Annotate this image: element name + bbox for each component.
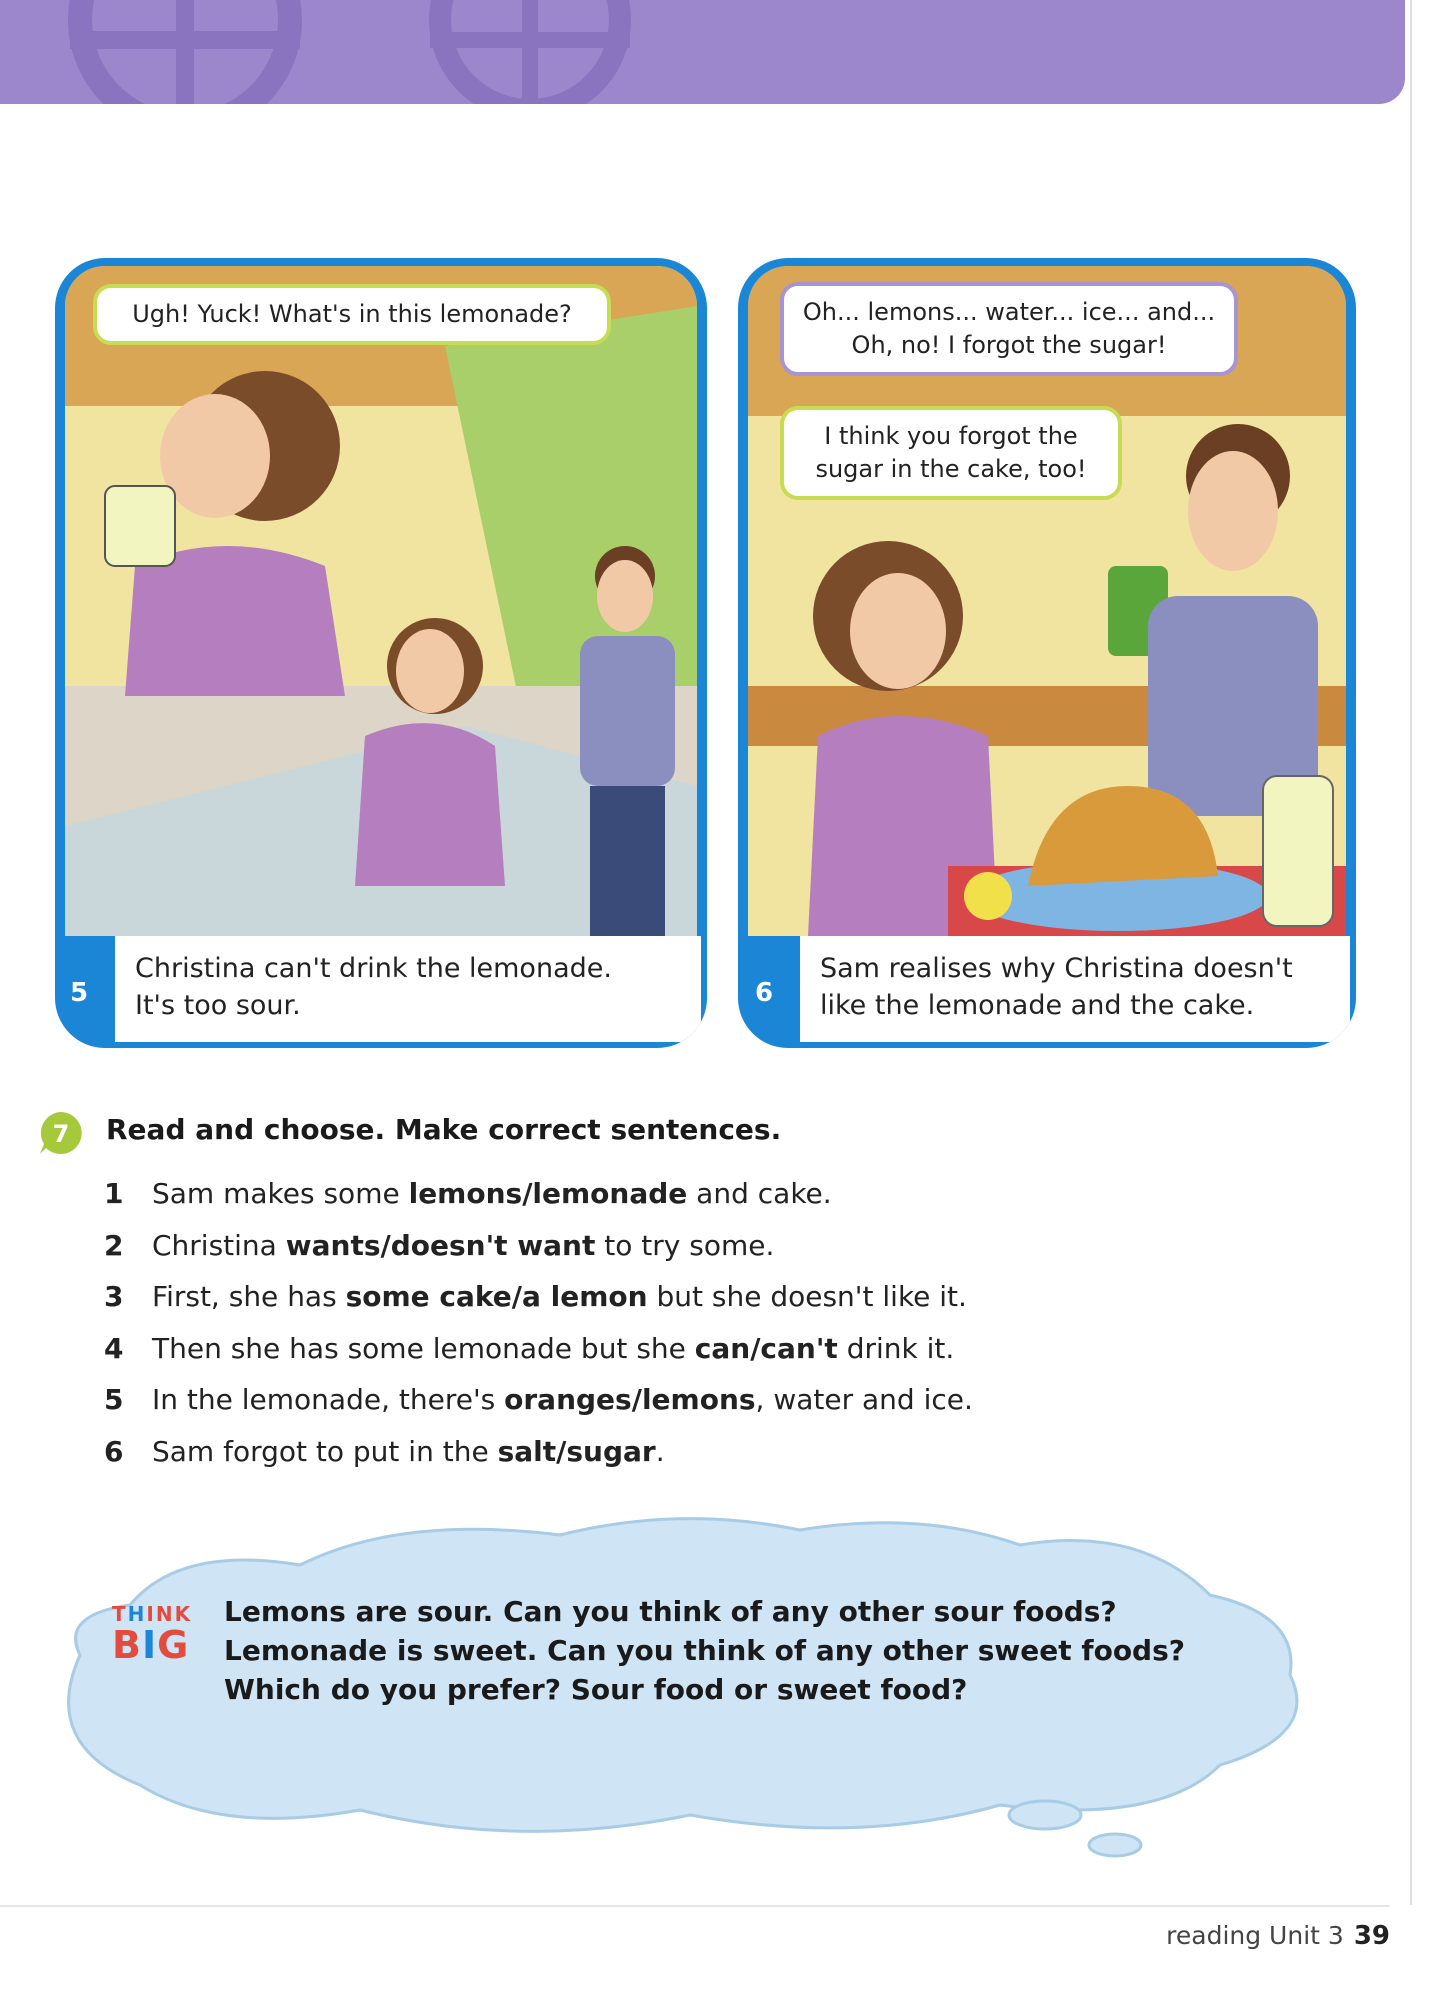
comic-panel-5: [55, 258, 707, 1048]
comic-panel-6: [738, 258, 1356, 1048]
exercise-title: Read and choose. Make correct sentences.: [106, 1113, 782, 1146]
panel-caption: [115, 936, 701, 1042]
exercise-item: [104, 1271, 973, 1323]
speech-bubble: [93, 284, 611, 345]
logo-letter: I: [146, 1602, 156, 1626]
item-text: First, she has: [152, 1280, 346, 1313]
logo-letter: T: [112, 1602, 128, 1626]
logo-letter: H: [127, 1602, 147, 1626]
panel-number: 5: [69, 978, 89, 1008]
panel-number: 6: [754, 978, 774, 1008]
logo-letter: N: [155, 1602, 175, 1626]
page-number: 39: [1353, 1921, 1390, 1951]
speech-text: Ugh! Yuck! What's in this lemonade?: [132, 300, 572, 328]
page-edge: [1400, 0, 1412, 1905]
page-bottom-edge: [0, 1905, 1390, 1907]
item-text: to try some.: [595, 1228, 775, 1262]
logo-letter: I: [141, 1623, 158, 1667]
speech-text: sugar in the cake, too!: [815, 455, 1087, 483]
exercise-item: [104, 1323, 973, 1375]
item-text: .: [655, 1434, 665, 1468]
speech-bubble: [780, 406, 1122, 500]
think-big-line: Lemons are sour. Can you think of any other sour foods?: [224, 1595, 1117, 1628]
item-choice: some cake/a lemon: [345, 1280, 648, 1313]
item-choice: can/can't: [694, 1331, 838, 1365]
page-footer: [1166, 1921, 1390, 1951]
item-number: 6: [104, 1434, 124, 1468]
item-text: Sam forgot to put in the: [152, 1434, 498, 1468]
think-big-logo-bottom: [112, 1625, 212, 1665]
globe-icon: [60, 0, 310, 104]
caption-line: like the lemonade and the cake.: [820, 990, 1255, 1021]
panel-caption: [800, 936, 1350, 1042]
item-text: In the lemonade, there's: [152, 1383, 505, 1416]
think-big-line: Which do you prefer? Sour food or sweet food?: [224, 1673, 968, 1706]
speech-bubble: [780, 282, 1238, 376]
think-big-logo-top: [112, 1603, 212, 1625]
panel-5-illustration: [65, 266, 697, 936]
think-big-line: Lemonade is sweet. Can you think of any other sweet foods?: [224, 1634, 1186, 1667]
logo-letter: K: [174, 1602, 193, 1626]
think-big-logo: [112, 1603, 212, 1665]
item-choice: wants/doesn't want: [285, 1228, 596, 1262]
item-text: , water and ice.: [755, 1383, 973, 1416]
item-number: 5: [104, 1383, 124, 1416]
item-choice: salt/sugar: [497, 1434, 656, 1468]
footer-label: reading Unit 3: [1166, 1921, 1344, 1950]
item-choice: oranges/lemons: [504, 1383, 756, 1416]
caption-line: It's too sour.: [135, 990, 301, 1021]
kitchen-scene-5: [65, 266, 697, 936]
exercise-item: [104, 1168, 973, 1220]
exercise-list: [104, 1168, 973, 1477]
item-text: Then she has some lemonade but she: [152, 1331, 695, 1365]
exercise-item: [104, 1374, 973, 1426]
exercise-item: [104, 1220, 973, 1272]
caption-line: Sam realises why Christina doesn't: [820, 953, 1293, 984]
exercise-badge: [38, 1110, 84, 1156]
item-text: Christina: [152, 1228, 286, 1262]
item-number: 2: [104, 1228, 124, 1262]
item-text: and cake.: [687, 1177, 832, 1210]
speech-text: I think you forgot the: [824, 422, 1078, 450]
item-number: 3: [104, 1280, 124, 1313]
speech-text: Oh... lemons... water... ice... and...: [802, 298, 1216, 326]
item-number: 4: [104, 1331, 124, 1365]
globe-icon: [420, 0, 640, 104]
think-big-questions: [224, 1592, 1185, 1709]
item-number: 1: [104, 1177, 124, 1210]
exercise-item: [104, 1426, 973, 1478]
speech-text: Oh, no! I forgot the sugar!: [851, 331, 1167, 359]
caption-line: Christina can't drink the lemonade.: [135, 953, 612, 984]
logo-letter: G: [157, 1623, 190, 1667]
header-banner: [0, 0, 1405, 104]
item-text: but she doesn't like it.: [647, 1280, 967, 1313]
item-text: Sam makes some: [152, 1177, 409, 1210]
exercise-number: 7: [52, 1120, 70, 1148]
item-text: drink it.: [837, 1331, 955, 1365]
item-choice: lemons/lemonade: [408, 1177, 688, 1210]
logo-letter: B: [112, 1623, 142, 1667]
